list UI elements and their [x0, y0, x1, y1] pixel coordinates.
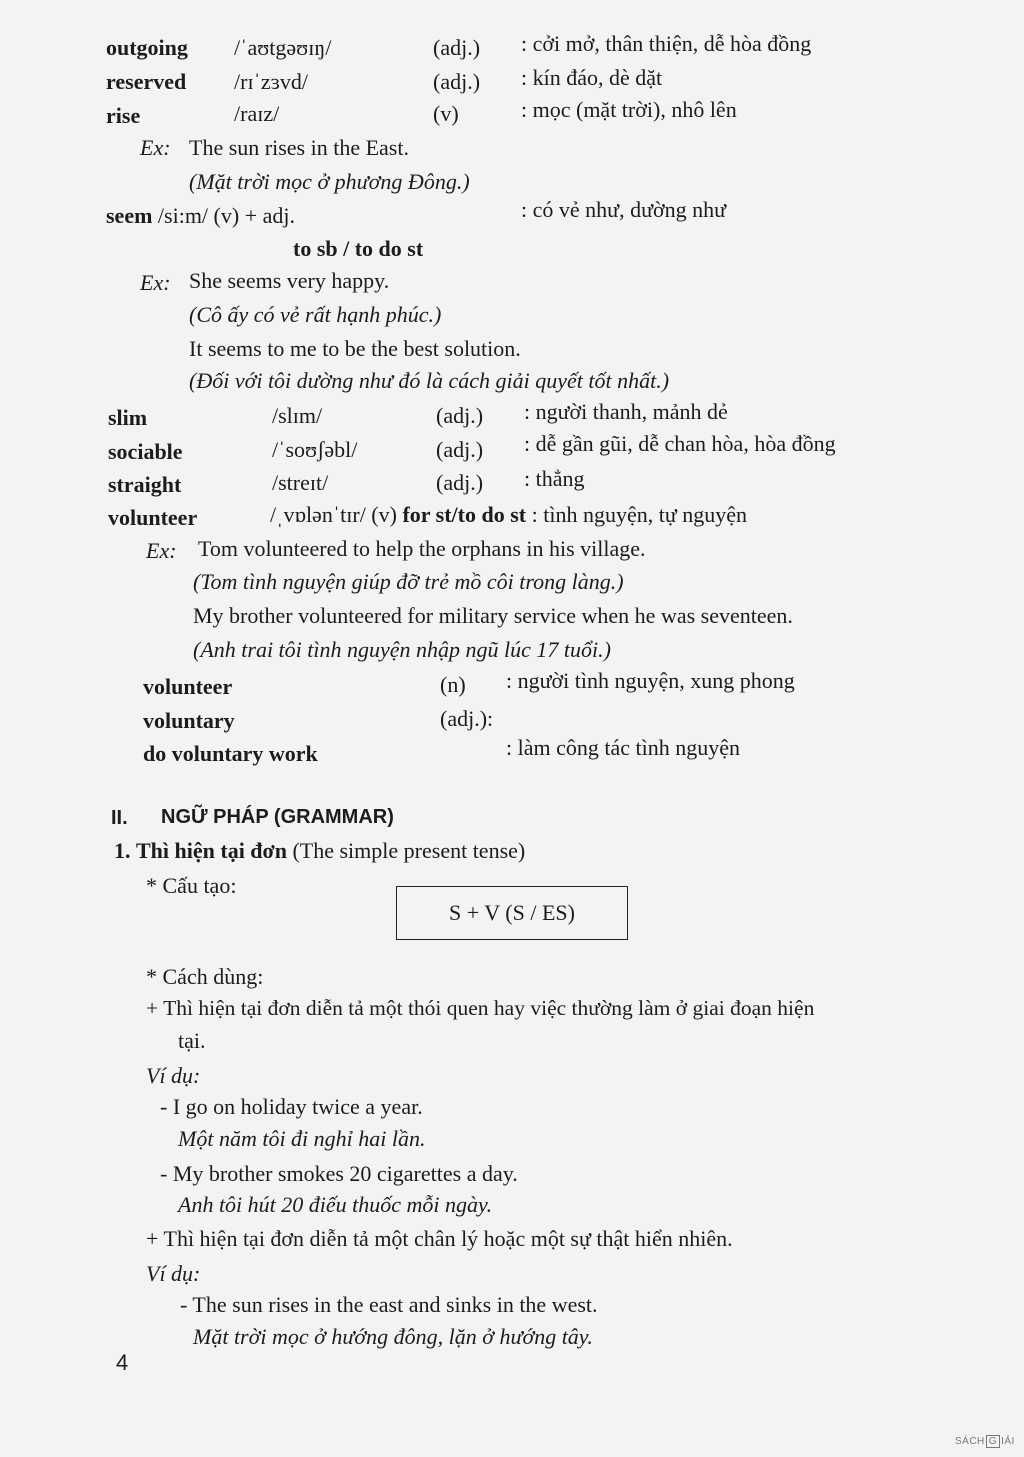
- example-label: Ví dụ:: [146, 1261, 201, 1286]
- example-en: - My brother smokes 20 cigarettes a day.: [160, 1161, 518, 1186]
- vocab-entry-volunteer: [270, 502, 747, 528]
- grammar-item-subtitle: (The simple present tense): [292, 838, 526, 863]
- vocab-word: rise: [106, 103, 141, 128]
- example-en: - I go on holiday twice a year.: [160, 1094, 423, 1119]
- vocab-ipa: /ˈaʊtgəʊɪŋ/: [234, 35, 332, 60]
- example-vi: (Cô ấy có vẻ rất hạnh phúc.): [189, 302, 442, 327]
- example-vi: Mặt trời mọc ở hướng đông, lặn ở hướng tây.: [193, 1324, 593, 1349]
- structure-label: * Cấu tạo:: [146, 873, 237, 898]
- vocab-meaning: : thẳng: [524, 466, 585, 491]
- vocab-meaning: : cởi mở, thân thiện, dễ hòa đồng: [521, 31, 812, 56]
- vocab-pattern: for st/to do st: [402, 502, 527, 527]
- vocab-word: outgoing: [106, 35, 188, 60]
- vocab-pos: (adj.):: [440, 706, 494, 731]
- example-en: She seems very happy.: [189, 268, 390, 293]
- vocab-word: sociable: [108, 439, 183, 464]
- vocab-meaning: : có vẻ như, dường như: [521, 197, 727, 222]
- vocab-meaning: : làm công tác tình nguyện: [506, 735, 740, 760]
- example-vi: (Anh trai tôi tình nguyện nhập ngũ lúc 17 tuổi.): [193, 637, 611, 662]
- usage-text: + Thì hiện tại đơn diễn tả một chân lý hoặc một sự thật hiển nhiên.: [146, 1226, 733, 1251]
- example-vi: (Mặt trời mọc ở phương Đông.): [189, 169, 470, 194]
- vocab-word: straight: [108, 472, 182, 497]
- vocab-word: slim: [108, 405, 148, 430]
- vocab-pos: (v): [433, 101, 459, 126]
- vocab-pos: (adj.): [436, 403, 484, 428]
- section-title: NGỮ PHÁP (GRAMMAR): [161, 806, 394, 828]
- vocab-ipa: /ˈsoʊʃəbl/: [272, 437, 358, 462]
- vocab-meaning: : người thanh, mảnh dẻ: [524, 399, 728, 424]
- example-en: Tom volunteered to help the orphans in his village.: [198, 536, 646, 561]
- watermark-text: SÁCH: [955, 1436, 985, 1447]
- example-en: My brother volunteered for military service when he was seventeen.: [193, 603, 793, 628]
- vocab-meaning: : dễ gần gũi, dễ chan hòa, hòa đồng: [524, 431, 836, 456]
- vocab-word: volunteer: [143, 674, 233, 699]
- example-en: The sun rises in the East.: [189, 135, 409, 160]
- watermark-mark: G: [986, 1435, 1000, 1448]
- formula-box: [396, 886, 628, 940]
- vocab-word: seem: [106, 203, 153, 228]
- example-vi: Anh tôi hút 20 điếu thuốc mỗi ngày.: [178, 1192, 493, 1217]
- vocab-pos: (adj.): [436, 437, 484, 462]
- vocab-meaning: : kín đáo, dè dặt: [521, 65, 663, 90]
- grammar-item-title: [114, 838, 525, 864]
- vocab-word: do voluntary work: [143, 741, 318, 766]
- vocab-pos: (n): [440, 672, 466, 697]
- vocab-meaning: : mọc (mặt trời), nhô lên: [521, 97, 737, 122]
- example-en: - The sun rises in the east and sinks in the west.: [180, 1292, 598, 1317]
- vocab-ipa-pos: /si:m/ (v) + adj.: [157, 203, 295, 228]
- vocab-pattern: to sb / to do st: [293, 236, 424, 261]
- usage-label: * Cách dùng:: [146, 964, 264, 989]
- vocab-ipa: /rɪˈzɜvd/: [234, 69, 308, 94]
- example-vi: (Đối với tôi dường như đó là cách giải quyết tốt nhất.): [189, 368, 670, 393]
- watermark-logo: [955, 1435, 1015, 1448]
- example-label: Ex:: [140, 135, 171, 160]
- example-en: It seems to me to be the best solution.: [189, 336, 521, 361]
- grammar-item-name: Thì hiện tại đơn: [136, 838, 287, 863]
- vocab-pos: (adj.): [436, 470, 484, 495]
- formula-text: S + V (S / ES): [449, 900, 575, 925]
- vocab-meaning: : tình nguyện, tự nguyện: [531, 502, 748, 527]
- usage-text-cont: tại.: [178, 1028, 206, 1053]
- watermark-text: IẢI: [1001, 1436, 1015, 1447]
- example-label: Ví dụ:: [146, 1063, 201, 1088]
- vocab-ipa: /streɪt/: [272, 470, 329, 495]
- example-label: Ex:: [140, 270, 171, 295]
- section-number: II.: [111, 807, 128, 829]
- example-vi: Một năm tôi đi nghỉ hai lần.: [178, 1126, 426, 1151]
- vocab-ipa: /raɪz/: [234, 101, 280, 126]
- example-vi: (Tom tình nguyện giúp đỡ trẻ mồ côi trong làng.): [193, 569, 624, 594]
- vocab-ipa-pos: /ˌvɒlənˈtɪr/ (v): [270, 502, 397, 527]
- vocab-entry-seem: [106, 203, 295, 229]
- example-label: Ex:: [146, 538, 177, 563]
- vocab-pos: (adj.): [433, 69, 481, 94]
- vocab-word: volunteer: [108, 505, 198, 530]
- page-number: 4: [116, 1350, 129, 1375]
- vocab-word: reserved: [106, 69, 187, 94]
- grammar-item-number: 1.: [114, 838, 131, 863]
- usage-text: + Thì hiện tại đơn diễn tả một thói quen hay việc thường làm ở giai đoạn hiện: [146, 996, 815, 1020]
- vocab-pos: (adj.): [433, 35, 481, 60]
- vocab-meaning: : người tình nguyện, xung phong: [506, 668, 795, 693]
- vocab-ipa: /slɪm/: [272, 403, 323, 428]
- vocab-word: voluntary: [143, 708, 235, 733]
